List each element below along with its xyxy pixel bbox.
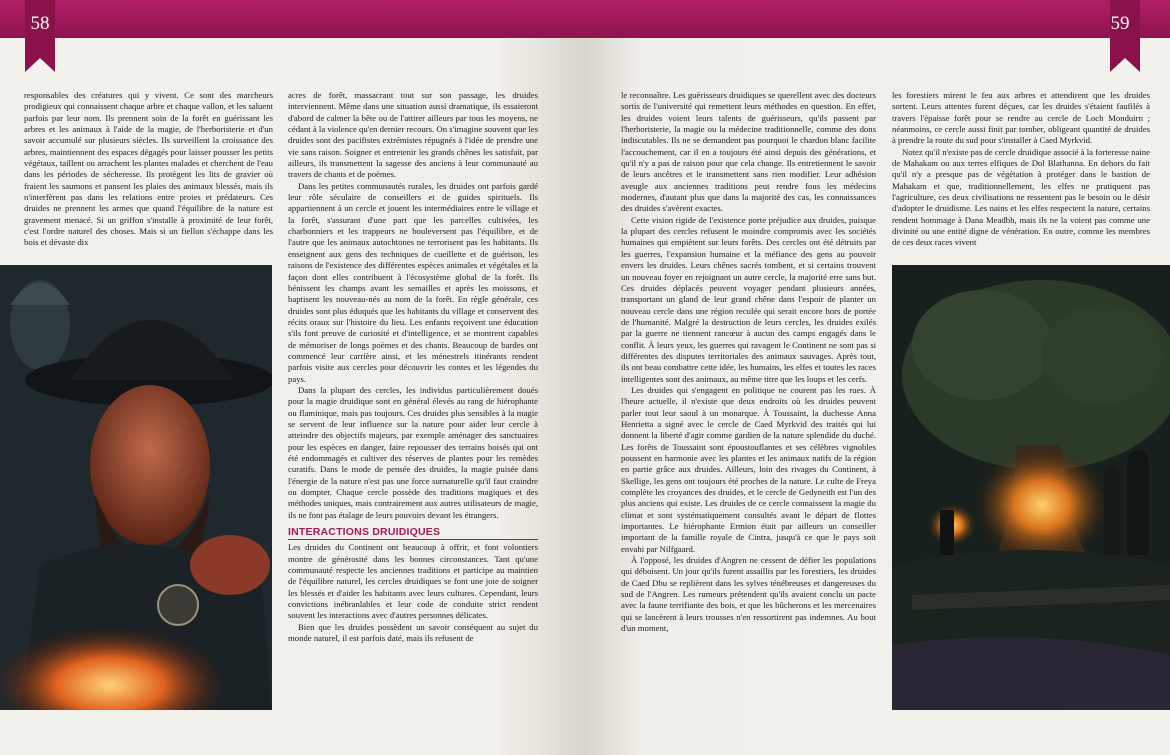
left-header-band [0,0,585,38]
paragraph: acres de forêt, massacrant tout sur son passage, les druides interviennent. Même dans une situation aussi dramatique, ils essaieront d'abord de calmer la bête ou de l'attirer ailleurs par tous les moyens, ne cédant à la violence qu'en dernier recours. On s'imagine souvent que les druides sont des pacifistes extrémistes répugnés à l'idée de prendre une vie sans raison. Soigner et entretenir les grands chênes les satisfait, par ailleurs, ils transmettent la sagesse des anciens à leur communauté au travers de chants et de poèmes. [288,90,538,180]
paragraph: Dans la plupart des cercles, les individus particulièrement doués pour la magie druidique sont en général élevés au rang de hiérophante ou flaminique, mais pas toujours. Ces druides plus sensibles à la magie se servent de leur influence sur la nature pour aider leur cercle à atteindre des objectifs majeurs, par exemple aménager des sanctuaires pour les espèces en danger, faire repousser des terrains boisés qui ont été endommagés et cultiver des réserves de plantes pour les remèdes curatifs. Dans le mode de pensée des druides, la magie puisée dans l'énergie de la nature n'est pas une force surnaturelle qu'il faut craindre ou dompter. Chaque cercle possède des traditions magiques et des méthodes uniques, mais contrairement aux autres utilisateurs de magie, ils ne font pas étalage de leurs pouvoirs devant les étrangers. [288,384,538,520]
section-heading: INTERACTIONS DRUIDIQUES [288,527,538,540]
left-page-ribbon [25,0,55,72]
right-header-band [585,0,1170,38]
oak-ritual-illustration [892,265,1170,710]
right-column-2 [892,90,1150,249]
paragraph: le reconnaître. Les guérisseurs druidiques se querellent avec des docteurs sortis de l'université qui remettent leurs méthodes en question. En effet, les druides voient leurs talents de guérisseurs, qu'ils passent par l'herboristerie, la magie ou la médecine traditionnelle, comme des dons indiscutables. Ils ne se demandent pas pourquoi le chardon blanc facilite l'accouchement, car il en a toujours été ainsi depuis des générations, et qu'il n'y a pas de raison pour que cela change. Ils entretiennent le savoir de leurs ancêtres et le transmettent sans rien modifier. Leur adhésion aveugle aux anciennes traditions peut rendre fous les médecins modernes, d'autant plus que dans la majorité des cas, les connaissances des druides s'avèrent exactes. [621,90,876,214]
paragraph: Dans les petites communautés rurales, les druides ont parfois gardé leur rôle séculaire de conseillers et de guides spirituels. Ils appartiennent à un cercle et jouent les intermédiaires entre le village et la forêt, s'assurant d'une part que les parcelles cultivées, les charbonniers et les trappeurs ne bouleversent pas l'équilibre, et de l'autre que les animaux autochtones ne terrorisent pas les habitants. Ils enseignent aux gens des techniques de cueillette et de guérison, les raisons de l'existence des différentes espèces animales et végétales et la façon dont elles contribuent à l'écosystème global de la forêt. Ils bénissent les champs avant les semailles et après les moissons, et baptisent les nouveau-nés au nom de la forêt. En règle générale, ces druides sont plus éduqués que les habitants du village et conservent des récits oraux sur l'histoire du lieu. Les enfants reçoivent une éducation s'ils font preuve de curiosité et d'intelligence, et se montrent capables de mémoriser de longs poèmes et des chants. Beaucoup de bardes ont commencé leur carrière ainsi, et les ménestrels itinérants rendent parfois visite aux cercles pour découvrir les contes et les légendes du pays. [288,180,538,384]
paragraph: Cette vision rigide de l'existence porte préjudice aux druides, puisque la plupart des cercles refusent le moindre compromis avec les sociétés humaines qui empiètent sur leurs forêts. Des cercles ont été détruits par les guerres, l'expansion humaine et la méfiance des gens au pouvoir envers les druides. Leurs chênes sacrés tombent, et si certains trouvent un nouveau foyer en rejoignant un autre cercle, la majorité erre sans but. Ces druides déplacés peuvent voyager pendant plusieurs années, transportant un gland de leur grand chêne dans l'espoir de planter un nouveau cercle dans une région reculée qui serait encore hors de portée de l'humanité. Malgré la destruction de leurs cercles, les druides exilés par la guerre ne tiennent rancœur à aucun des camps engagés dans le conflit. À leurs yeux, les guerres qui ravagent le Continent ne sont pas si différentes des disputes territoriales des animaux sauvages. Après tout, ils ont beau combattre cette idée, les humains, les elfes et toutes les races intelligentes sont des animaux, au même titre que les loups et les cerfs. [621,214,876,384]
paragraph: Notez qu'il n'existe pas de cercle druidique associé à la forteresse naine de Mahakam ou aux terres elfiques de Dol Blathanna. En dehors du fait qu'il n'y a presque pas de végétation à protéger dans le bastion de Mahakam et que, traditionnellement, les elfes ne pratiquent pas l'agriculture, ces deux civilisations ne ressentent pas le besoin ou le désir d'adopter le druidisme. Les nains et les elfes respectent la nature, certains rendent hommage à Dana Meadbh, mais ils ne la voient pas comme une divinité ou une entité digne de vénération. En outre, comme les membres de ces deux races vivent [892,146,1150,248]
right-column-1 [621,90,876,635]
sacred-oak-image [892,265,1170,710]
paragraph: les forestiers mirent le feu aux arbres et attendirent que les druides sortent. Leurs attentes furent déçues, car les druides s'étaient faufilés à travers l'épaisse forêt pour se rendre au cercle de Loch Monduirn ; néanmoins, ce cercle aussi finit par tomber, obligeant quantité de druides à prendre la route du sud pour s'installer à Caed Myrkvid. [892,90,1150,146]
right-page-number: 59 [1110,13,1130,34]
left-column-2 [288,90,538,645]
paragraph: Les druides du Continent ont beaucoup à offrir, et font volontiers montre de générosité dans les bonnes circonstances. Tant qu'une communauté respecte les anciennes traditions et participe au maintien de l'équilibre naturel, les cercles druidiques se font une joie de soigner les blessés et d'aider les habitants avec leurs cultures. Cependant, leurs convictions inébranlables et leur code de conduite strict rendent souvent les interactions avec d'autres personnes délicates. [288,542,538,621]
paragraph: Bien que les druides possèdent un savoir conséquent au sujet du monde naturel, il est parfois daté, mais ils refusent de [288,621,538,644]
paragraph: responsables des créatures qui y vivent. Ce sont des marcheurs prodigieux qui connaissent chaque arbre et chaque vallon, et les saluent parfois par leur nom. Ils prennent soin de la forêt en guérissant les arbres et les animaux à l'aide de la magie, de l'herboristerie et d'un savoir accumulé sur plusieurs siècles. Ils surveillent la croissance des arbres, maintiennent des espaces dégagés pour laisser pousser les petits végétaux, taillent ou arrachent les plantes malades et cherchent de l'eau dans les périodes de sécheresse. Ils protègent les lits de gravier où fraient les saumons et pansent les plaies des animaux blessés, mais ils n'interfèrent pas dans les relations entre proies et prédateurs. Ces druides ne prennent les armes que quand l'équilibre de la nature est gravement menacé. Si un griffon s'installe à proximité de leur forêt, c'est l'ordre naturel des choses. Mais si un fiellon s'échappe dans les bois et dévaste dix [24,90,273,248]
paragraph: À l'opposé, les druides d'Angren ne cessent de défier les populations qui déboisent. Un jour qu'ils furent assaillis par les forestiers, les druides de Caed Dhu se replièrent dans les sylves ténébreuses et dangereuses du sud de l'Angren. Les rumeurs prétendent qu'ils avaient conclu un pacte avec la faune terrifiante des bois, et que les bûcherons et les mercenaires qui se lancèrent à leurs trousses n'en ressortirent pas indemnes. Au bout d'un moment, [621,555,876,634]
left-column-1 [24,90,273,249]
left-page-number: 58 [30,13,50,34]
druid-figure-image [0,265,272,710]
paragraph: Les druides qui s'engagent en politique ne courent pas les rues. À l'heure actuelle, il n'existe que deux endroits où les druides peuvent parler tout leur saoul à un monarque. À Toussaint, la duchesse Anna Henrietta a signé avec le cercle de Caed Myrkvid des traités qui lui donnent la liberté d'agir comme gardien de la nature splendide du duché. Les forêts de Toussaint sont époustouflantes et ses célèbres vignobles poussent en harmonie avec les plantes et les animaux natifs de la région en partie grâce aux druides. Ailleurs, loin des rivages du Continent, à Skellige, les gens ont toujours été proches de la nature. Le culte de Freya complète les croyances des druides, et le cercle de Gedyneith est l'un des plus anciens qui existe. Les druides de ce cercle connaissent la magie du climat et sont systématiquement consultés avant le départ de flottes importantes. Le hiérophante Ermion était par ailleurs un conseiller important de la famille royale de Cintra, jusqu'à ce que le pays soit envahi par Nilfgaard. [621,384,876,554]
right-page-ribbon [1110,0,1140,72]
druid-illustration [0,265,272,710]
